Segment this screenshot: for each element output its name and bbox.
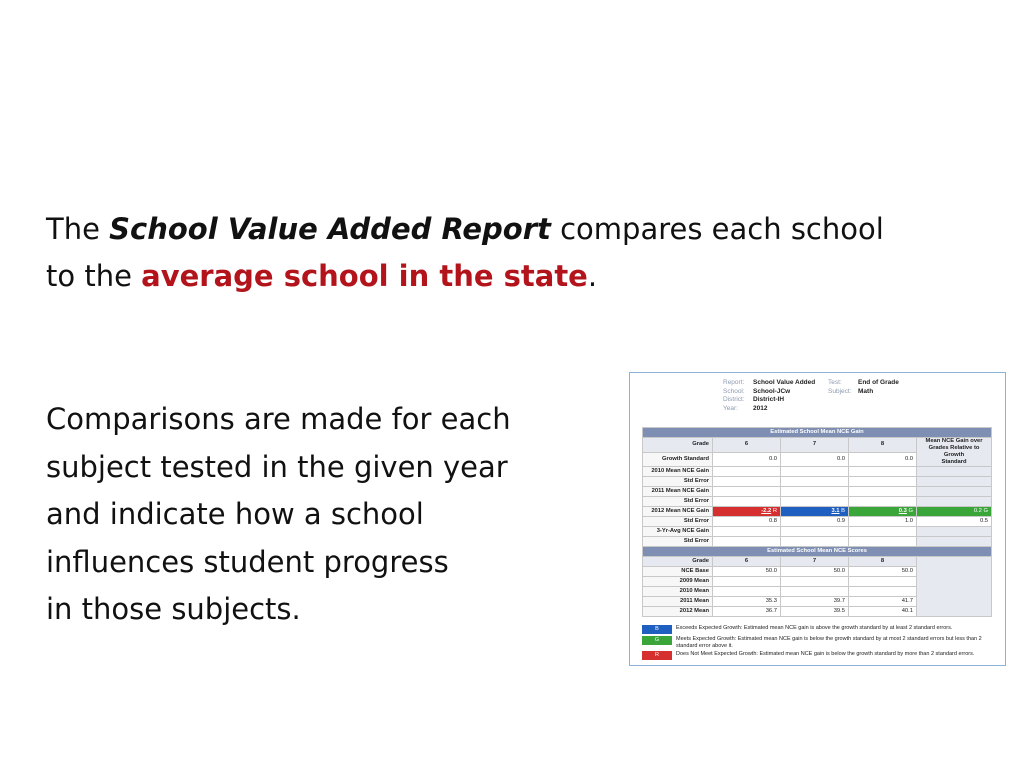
relative-header-line: Mean NCE Gain over (925, 438, 983, 444)
row-label: NCE Base (643, 567, 713, 577)
grade-7-gain-cell (781, 507, 849, 517)
grade-7-header: 7 (781, 438, 849, 453)
grade-6-header: 6 (713, 557, 781, 567)
scores-side-panel (917, 557, 992, 617)
grade-8-header: 8 (849, 438, 917, 453)
comparison-line: in those subjects. (46, 592, 301, 626)
report-meta-left (723, 379, 815, 413)
intro-text-the: The (46, 212, 110, 246)
report-meta-right (828, 379, 899, 396)
grade-8-gain-cell (849, 507, 917, 517)
district-value: District-IH (753, 396, 785, 404)
gain-value[interactable]: 0.3 (898, 508, 907, 514)
table-row (643, 487, 992, 497)
relative-gain-cell (917, 507, 992, 517)
report-label: Report: (723, 379, 745, 386)
legend-row-meets (642, 636, 1002, 649)
row-label: 2012 Mean NCE Gain (643, 507, 713, 517)
cell-value: 41.7 (849, 597, 917, 607)
report-value: School Value Added (753, 379, 816, 386)
legend-row-exceeds (642, 625, 1002, 634)
relative-header-line: Grades Relative to Growth (928, 445, 980, 458)
grade-7-header: 7 (781, 557, 849, 567)
cell-value: 50.0 (781, 567, 849, 577)
row-label: Growth Standard (643, 452, 713, 467)
row-label: Std Error (643, 477, 713, 487)
row-label: 3-Yr-Avg NCE Gain (643, 527, 713, 537)
subject-label: Subject: (828, 387, 852, 395)
row-label: Std Error (643, 517, 713, 527)
cell-value: 0.0 (781, 452, 849, 467)
table-row (643, 497, 992, 507)
cell-value: 50.0 (849, 567, 917, 577)
scores-table-title: Estimated School Mean NCE Scores (643, 547, 992, 557)
school-value: School-JCw (753, 387, 791, 395)
comparison-line: subject tested in the given year (46, 449, 508, 484)
table-row (643, 467, 992, 477)
relative-growth-header (917, 438, 992, 467)
relative-header-line: Standard (941, 459, 967, 465)
subject-value: Math (858, 387, 874, 395)
growth-legend (642, 625, 1002, 662)
growth-code: G (983, 508, 989, 514)
test-value: End of Grade (858, 379, 899, 386)
grade-header: Grade (643, 438, 713, 453)
intro-period: . (587, 259, 598, 293)
growth-code: R (772, 508, 777, 514)
comparison-line: Comparisons are made for each (46, 402, 511, 436)
comparison-line: influences student progress (46, 544, 449, 579)
cell-value: 0.0 (849, 452, 917, 467)
test-label: Test: (828, 379, 842, 386)
cell-value: 0.9 (781, 517, 849, 527)
legend-row-does-not-meet (642, 651, 1002, 660)
cell-value: 35.3 (713, 597, 781, 607)
cell-value: 39.5 (781, 607, 849, 617)
comparison-paragraph (46, 396, 606, 634)
year-label: Year: (723, 404, 738, 412)
school-label: School: (723, 387, 745, 395)
average-school-emphasis: average school in the state (141, 259, 588, 293)
legend-text: Exceeds Expected Growth: Estimated mean NCE gain is above the growth standard by at least 2 standard errors. (676, 625, 953, 631)
legend-swatch-blue: B (642, 625, 672, 634)
growth-code: B (841, 508, 845, 514)
intro-paragraph (46, 206, 976, 300)
cell-value: 36.7 (713, 607, 781, 617)
cell-value: 50.0 (713, 567, 781, 577)
grade-8-header: 8 (849, 557, 917, 567)
grade-6-gain-cell (713, 507, 781, 517)
cell-value: 1.0 (849, 517, 917, 527)
row-label: 2010 Mean NCE Gain (643, 467, 713, 477)
cell-value: 40.1 (849, 607, 917, 617)
row-label: 2009 Mean (643, 577, 713, 587)
cell-value: 39.7 (781, 597, 849, 607)
row-label: 2011 Mean (643, 597, 713, 607)
grade-header: Grade (643, 557, 713, 567)
intro-text-to-the: to the (46, 259, 142, 293)
gain-table (642, 427, 992, 617)
legend-swatch-red: R (642, 651, 672, 660)
row-label: 2011 Mean NCE Gain (643, 487, 713, 497)
table-row (643, 517, 992, 527)
value-added-report-image (629, 372, 1006, 666)
table-row (643, 507, 992, 517)
legend-text: Meets Expected Growth: Estimated mean NCE gain is below the growth standard by at most 2 standard errors but less than 2 standard error above it. (676, 636, 982, 649)
cell-value: 0.8 (713, 517, 781, 527)
comparison-line: and indicate how a school (46, 497, 424, 531)
report-name-emphasis: School Value Added Report (109, 212, 551, 246)
row-label: 2010 Mean (643, 587, 713, 597)
row-label: Std Error (643, 497, 713, 507)
legend-swatch-green: G (642, 636, 672, 645)
grade-6-header: 6 (713, 438, 781, 453)
gain-table-title: Estimated School Mean NCE Gain (643, 428, 992, 438)
cell-value: 0.0 (713, 452, 781, 467)
intro-text-compares: compares each school (550, 212, 884, 246)
table-row (643, 477, 992, 487)
cell-value: 0.5 (917, 517, 992, 527)
growth-code: G (908, 508, 913, 514)
legend-text: Does Not Meet Expected Growth: Estimated mean NCE gain is below the growth standard by more than 2 standard errors. (676, 651, 975, 657)
table-row (643, 537, 992, 547)
district-label: District: (723, 396, 745, 404)
year-value: 2012 (753, 404, 768, 412)
gain-value[interactable]: 3.1 (831, 508, 840, 514)
row-label: Std Error (643, 537, 713, 547)
gain-value: 0.2 (973, 508, 982, 514)
row-label: 2012 Mean (643, 607, 713, 617)
gain-value[interactable]: -2.2 (761, 508, 772, 514)
table-row (643, 527, 992, 537)
